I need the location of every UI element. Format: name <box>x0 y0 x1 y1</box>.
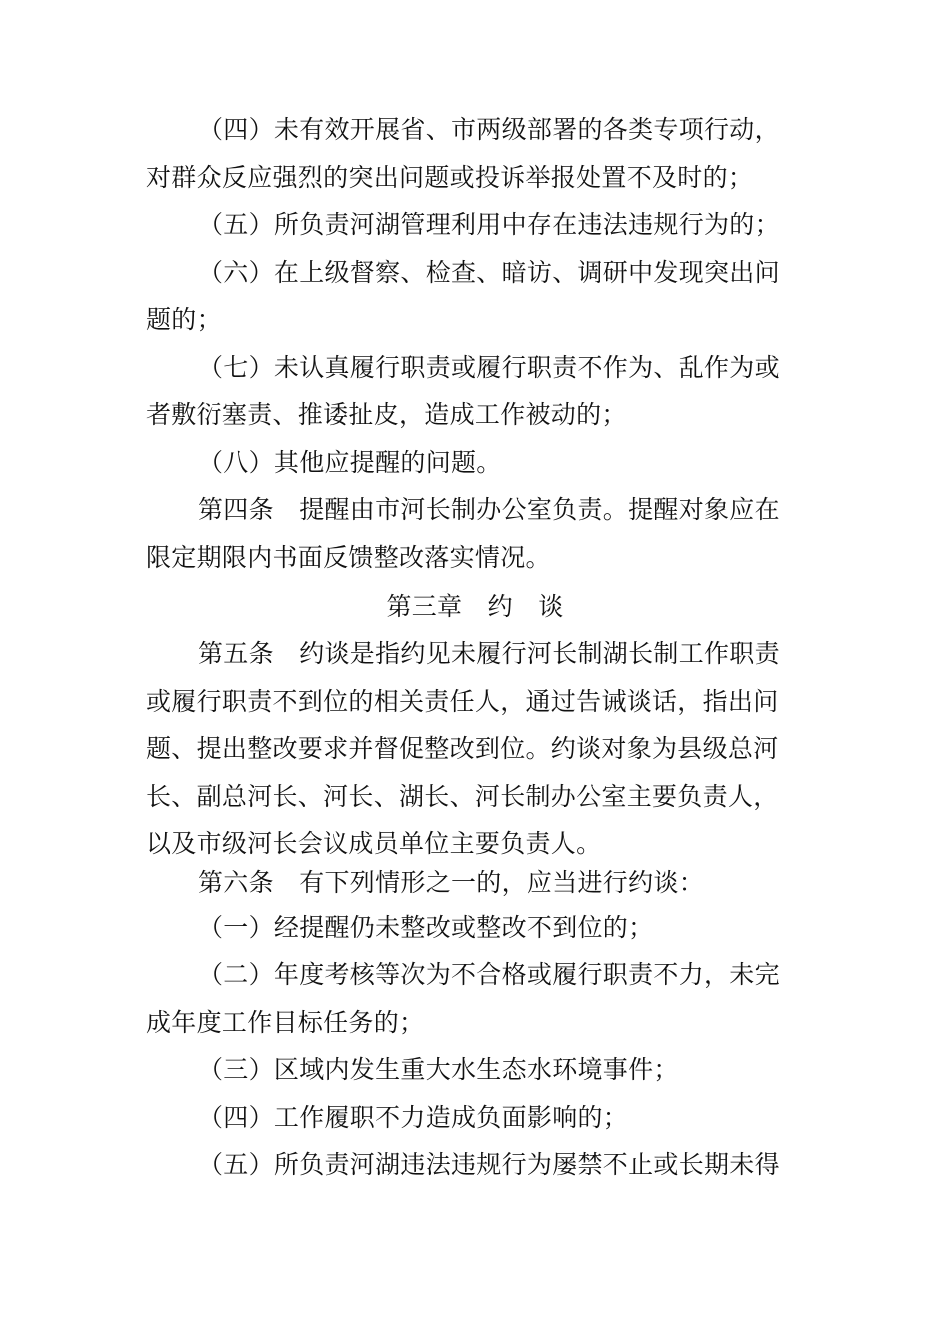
text-line: 题的； <box>146 305 222 334</box>
text-line: （七）未认真履行职责或履行职责不作为、乱作为或 <box>198 353 780 382</box>
article-5-heading-line: 第五条 约谈是指约见未履行河长制湖长制工作职责 <box>198 639 780 668</box>
text-line: （二）年度考核等次为不合格或履行职责不力，未完 <box>198 960 780 989</box>
text-line: 题、提出整改要求并督促整改到位。约谈对象为县级总河 <box>146 734 779 763</box>
article-4-heading-line: 第四条 提醒由市河长制办公室负责。提醒对象应在 <box>198 495 780 524</box>
chapter-title: 第三章 约 谈 <box>386 592 564 621</box>
text-line: 者敷衍塞责、推诿扯皮，造成工作被动的； <box>146 400 627 429</box>
text-line: （五）所负责河湖违法违规行为屡禁不止或长期未得 <box>198 1150 780 1179</box>
text-line: （五）所负责河湖管理利用中存在违法违规行为的； <box>198 210 780 239</box>
text-line: 长、副总河长、河长、湖长、河长制办公室主要负责人， <box>146 782 779 811</box>
text-line: 限定期限内书面反馈整改落实情况。 <box>146 543 551 572</box>
text-line: （八）其他应提醒的问题。 <box>198 448 502 477</box>
text-line: 以及市级河长会议成员单位主要负责人。 <box>146 829 602 858</box>
article-6-heading-line: 第六条 有下列情形之一的，应当进行约谈： <box>198 868 705 897</box>
text-line: 对群众反应强烈的突出问题或投诉举报处置不及时的； <box>146 163 754 192</box>
text-line: 或履行职责不到位的相关责任人，通过告诫谈话，指出问 <box>146 687 779 716</box>
text-line: 成年度工作目标任务的； <box>146 1008 425 1037</box>
text-line: （六）在上级督察、检查、暗访、调研中发现突出问 <box>198 258 780 287</box>
text-line: （四）未有效开展省、市两级部署的各类专项行动， <box>198 115 780 144</box>
text-line: （三）区域内发生重大水生态水环境事件； <box>198 1055 679 1084</box>
text-line: （一）经提醒仍未整改或整改不到位的； <box>198 913 654 942</box>
text-line: （四）工作履职不力造成负面影响的； <box>198 1103 629 1132</box>
